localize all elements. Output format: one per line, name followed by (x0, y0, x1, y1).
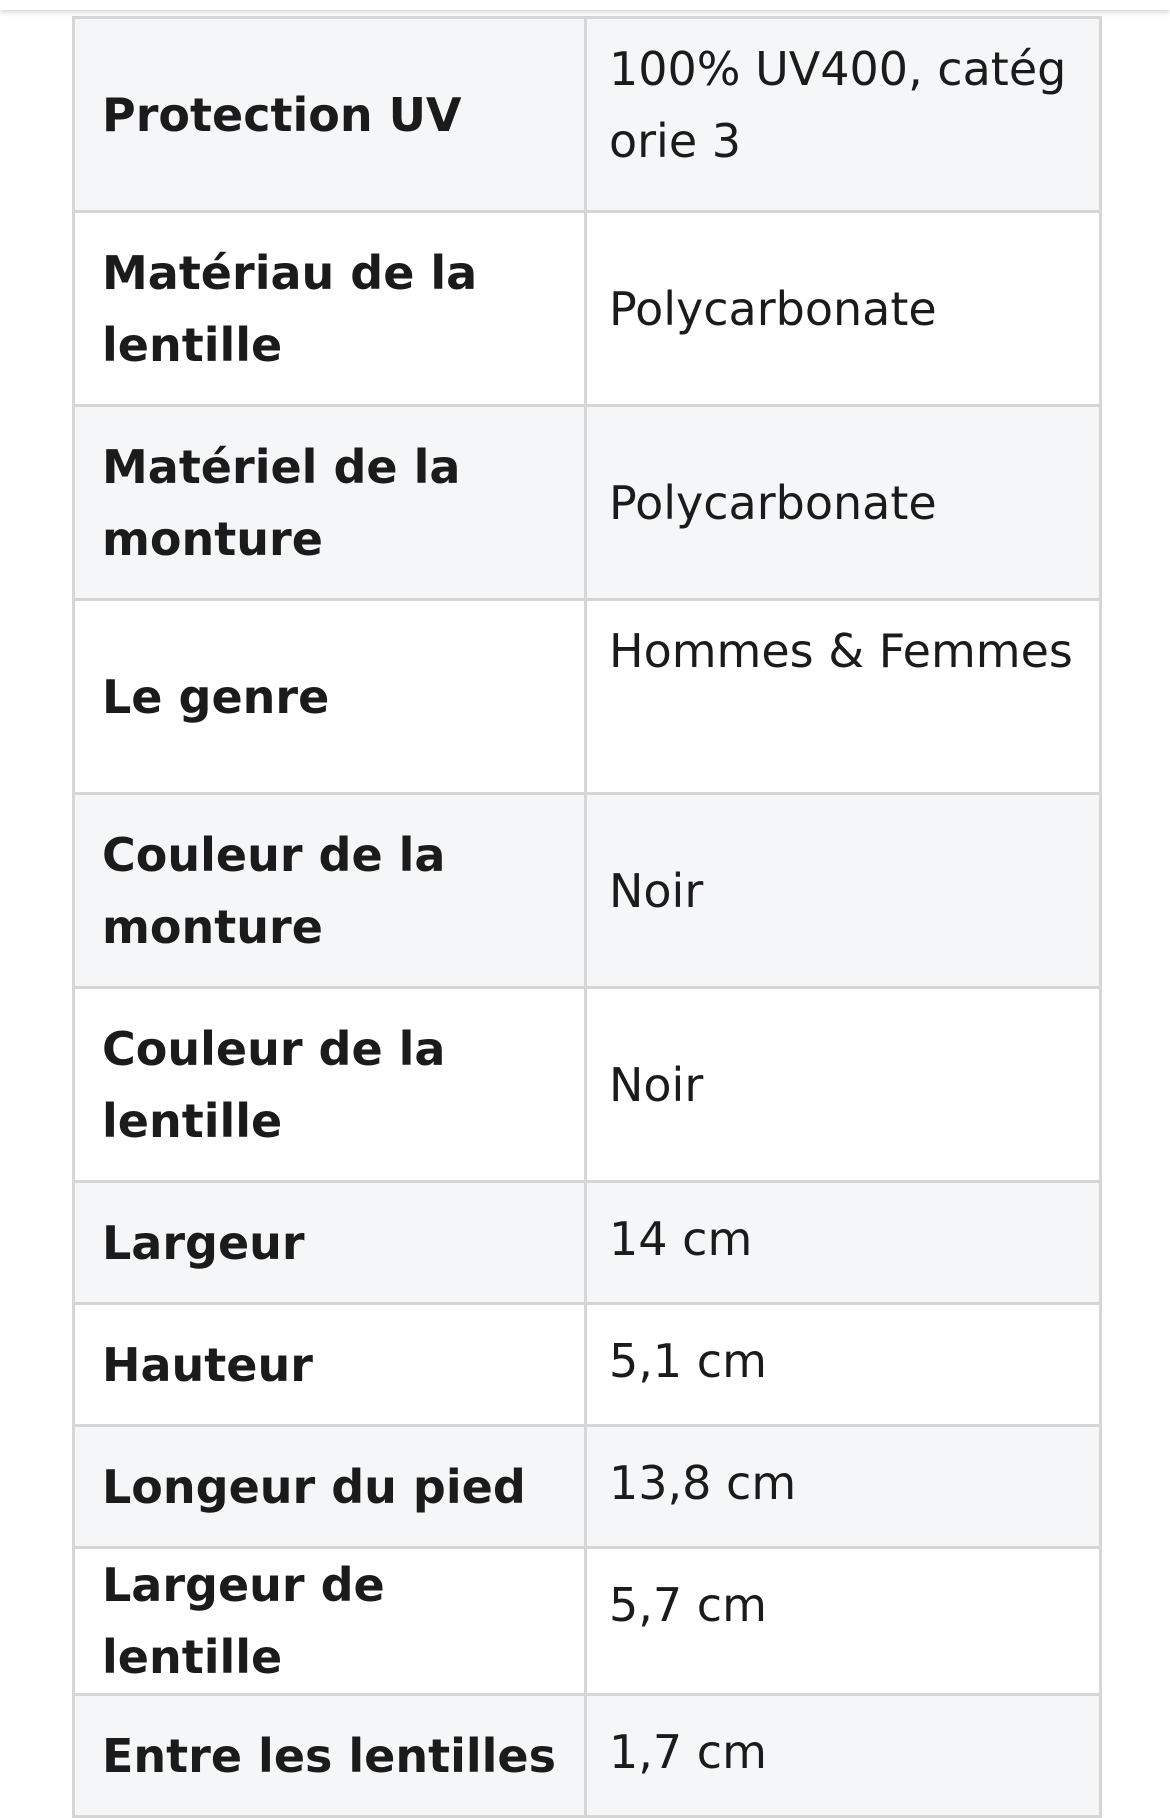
spec-value: Polycarbonate (586, 212, 1101, 406)
table-row (74, 794, 1101, 988)
spec-label: Longeur du pied (74, 1426, 586, 1548)
spec-label: Largeur (74, 1182, 586, 1304)
table-row (74, 1548, 1101, 1695)
spec-value: 5,1 cm (586, 1304, 1101, 1426)
table-row (74, 1304, 1101, 1426)
spec-value: 100% UV400, catégorie 3 (586, 18, 1101, 212)
top-bar (0, 0, 1170, 10)
spec-label: Protection UV (74, 18, 586, 212)
spec-label: Le genre (74, 600, 586, 794)
table-row (74, 1182, 1101, 1304)
spec-label: Matériel de la monture (74, 406, 586, 600)
spec-label: Entre les lentilles (74, 1695, 586, 1817)
table-row (74, 406, 1101, 600)
table-row (74, 1426, 1101, 1548)
spec-label: Couleur de la lentille (74, 988, 586, 1182)
spec-value: Noir (586, 988, 1101, 1182)
spec-value: 13,8 cm (586, 1426, 1101, 1548)
table-row (74, 212, 1101, 406)
table-row (74, 1695, 1101, 1817)
spec-label: Largeur de lentille (74, 1548, 586, 1695)
spec-value: Noir (586, 794, 1101, 988)
spec-value: 1,7 cm (586, 1695, 1101, 1817)
specifications-table (72, 16, 1102, 1818)
spec-value: Hommes & Femmes (586, 600, 1101, 794)
spec-label: Matériau de la lentille (74, 212, 586, 406)
spec-value: 5,7 cm (586, 1548, 1101, 1695)
table-row (74, 988, 1101, 1182)
spec-value: 14 cm (586, 1182, 1101, 1304)
spec-value: Polycarbonate (586, 406, 1101, 600)
spec-label: Hauteur (74, 1304, 586, 1426)
table-row (74, 600, 1101, 794)
table-row (74, 18, 1101, 212)
spec-label: Couleur de la monture (74, 794, 586, 988)
